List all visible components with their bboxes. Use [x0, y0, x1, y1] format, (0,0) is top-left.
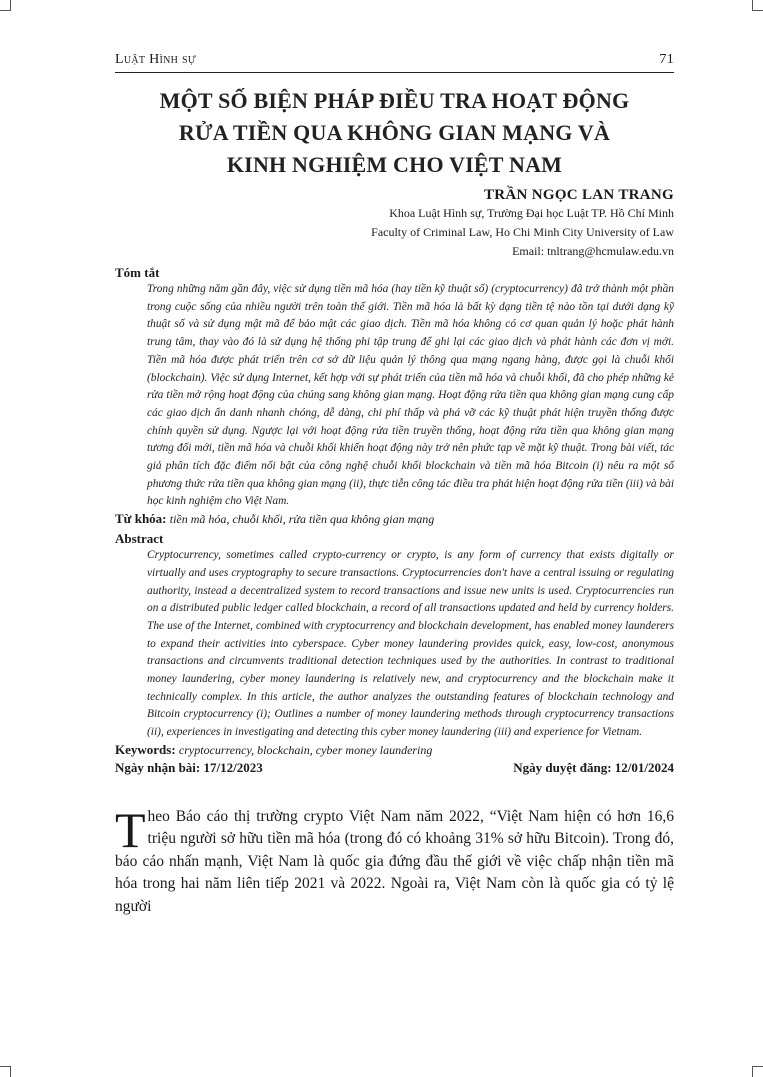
accepted-date: Ngày duyệt đăng: 12/01/2024	[513, 759, 674, 775]
keywords-en	[115, 742, 674, 758]
article-page	[115, 52, 674, 918]
affiliation-en: Faculty of Criminal Law, Ho Chi Minh City University of Law	[371, 225, 674, 239]
drop-cap: T	[115, 801, 146, 858]
crop-mark-bottom-right	[752, 1066, 763, 1077]
body-paragraph	[115, 801, 674, 919]
abstract-en-label: Abstract	[115, 531, 164, 547]
keywords-vi-label: Từ khóa:	[115, 511, 167, 527]
abstract-vi-label: Tóm tắt	[115, 265, 160, 280]
crop-mark-top-right	[752, 0, 763, 11]
author-email: Email: tnltrang@hcmulaw.edu.vn	[512, 244, 674, 258]
received-date: Ngày nhận bài: 17/12/2023	[115, 759, 263, 775]
body-paragraph-text: heo Báo cáo thị trường crypto Việt Nam năm 2022, “Việt Nam hiện có hơn 16,6 triệu người sở hữu tiền mã hóa (trong đó có khoảng 31% sở hữu Bitcoin). Trong đó, báo cáo nhấn mạnh, Việt Nam là quốc gia đứng đầu thế giới về việc chấp nhận tiền mã hóa trong hai năm liên tiếp 2021 và 2022. Ngoài ra, Việt Nam còn là quốc gia có tỷ lệ người	[115, 807, 674, 915]
running-header	[115, 52, 674, 73]
affiliation-vi: Khoa Luật Hình sự, Trường Đại học Luật TP. Hồ Chí Minh	[389, 206, 674, 220]
crop-mark-bottom-left	[0, 1066, 11, 1077]
keywords-en-label: Keywords:	[115, 741, 176, 757]
title-line-2: RỬA TIỀN QUA KHÔNG GIAN MẠNG VÀ	[178, 120, 611, 145]
title-line-1: MỘT SỐ BIỆN PHÁP ĐIỀU TRA HOẠT ĐỘNG	[159, 88, 630, 113]
keywords-en-text: cryptocurrency, blockchain, cyber money laundering	[178, 742, 433, 757]
page-number: 71	[659, 52, 674, 67]
abstract-en-text: Cryptocurrency, sometimes called crypto-currency or crypto, is any form of currency that exists digitally or virtually and uses cryptography to secure transactions. Cryptocurrencies don't have a central issuing or regulating authority, instead a decentralized system to record transactions and issue new units is used. Cryptocurrencies run on a distributed public ledger called blockchain, a record of all transactions updated and held by currency holders. The use of the Internet, combined with cryptocurrency and blockchain development, has enabled money launderers to expand their activities into cyberspace. Cyber money laundering provides quick, easy, low-cost, anonymous transactions and circumvents traditional detection techniques used by the authorities. In contrast to traditional money laundering, cyber money laundering is relatively new, and cryptocurrency and the blockchain make it technically complex. In this article, the author analyzes the outstanding features of blockchain technology and Bitcoin cryptocurrency (i); Outlines a number of money laundering methods through cryptocurrency transactions (ii), experiences in investigating and detecting this cyber money laundering (iii) and experience for Vietnam.	[147, 549, 674, 739]
abstract-vi-text: Trong những năm gần đây, việc sử dụng tiền mã hóa (hay tiền kỹ thuật số) (cryptocurrency) đã trở thành một phần trong cuộc sống của nhiều người trên toàn thế giới. Tiền mã hóa là bất kỳ dạng tiền tệ nào tồn tại dưới dạng kỹ thuật số và sử dụng mật mã để bảo mật các giao dịch. Tiền mã hóa không có cơ quan quản lý hoặc phát hành trung tâm, thay vào đó là sử dụng hệ thống phi tập trung để ghi lại các giao dịch và phát hành các đơn vị mới. Tiền mã hóa được phát triển trên cơ sở dữ liệu quản lý thông qua mạng ngang hàng, được gọi là chuỗi khối (blockchain). Việc sử dụng Internet, kết hợp với sự phát triển của tiền mã hóa và chuỗi khối, đã cho phép những kẻ rửa tiền mở rộng hoạt động của chúng sang không gian mạng. Hoạt động rửa tiền qua không gian mạng cung cấp các giao dịch ẩn danh nhanh chóng, dễ dàng, chi phí thấp và phá vỡ các kỹ thuật phát hiện truyền thống được chính quyền sử dụng. Ngược lại với hoạt động rửa tiền truyền thống, hoạt động rửa tiền qua không gian mạng tương đối mới, tiền mã hóa và chuỗi khối khiến hoạt động này trở nên phức tạp về mặt kỹ thuật. Trong bài viết, tác giả phân tích đặc điểm nổi bật của công nghệ chuỗi khối blockchain và tiền mã hóa Bitcoin (i) nêu ra một số phương thức rửa tiền qua không gian mạng (ii), thực tiễn công tác điều tra phát hiện hoạt động rửa tiền (iii) và bài học kinh nghiệm cho Việt Nam.	[147, 283, 674, 508]
crop-mark-top-left	[0, 0, 11, 11]
keywords-vi	[115, 511, 674, 527]
title-line-3: KINH NGHIỆM CHO VIỆT NAM	[226, 152, 563, 177]
article-title	[115, 85, 674, 181]
journal-section: Luật Hình sự	[115, 52, 196, 67]
keywords-vi-text: tiền mã hóa, chuỗi khối, rửa tiền qua không gian mạng	[169, 512, 435, 527]
article-dates	[115, 760, 674, 776]
author-name: TRẦN NGỌC LAN TRANG	[483, 187, 674, 203]
